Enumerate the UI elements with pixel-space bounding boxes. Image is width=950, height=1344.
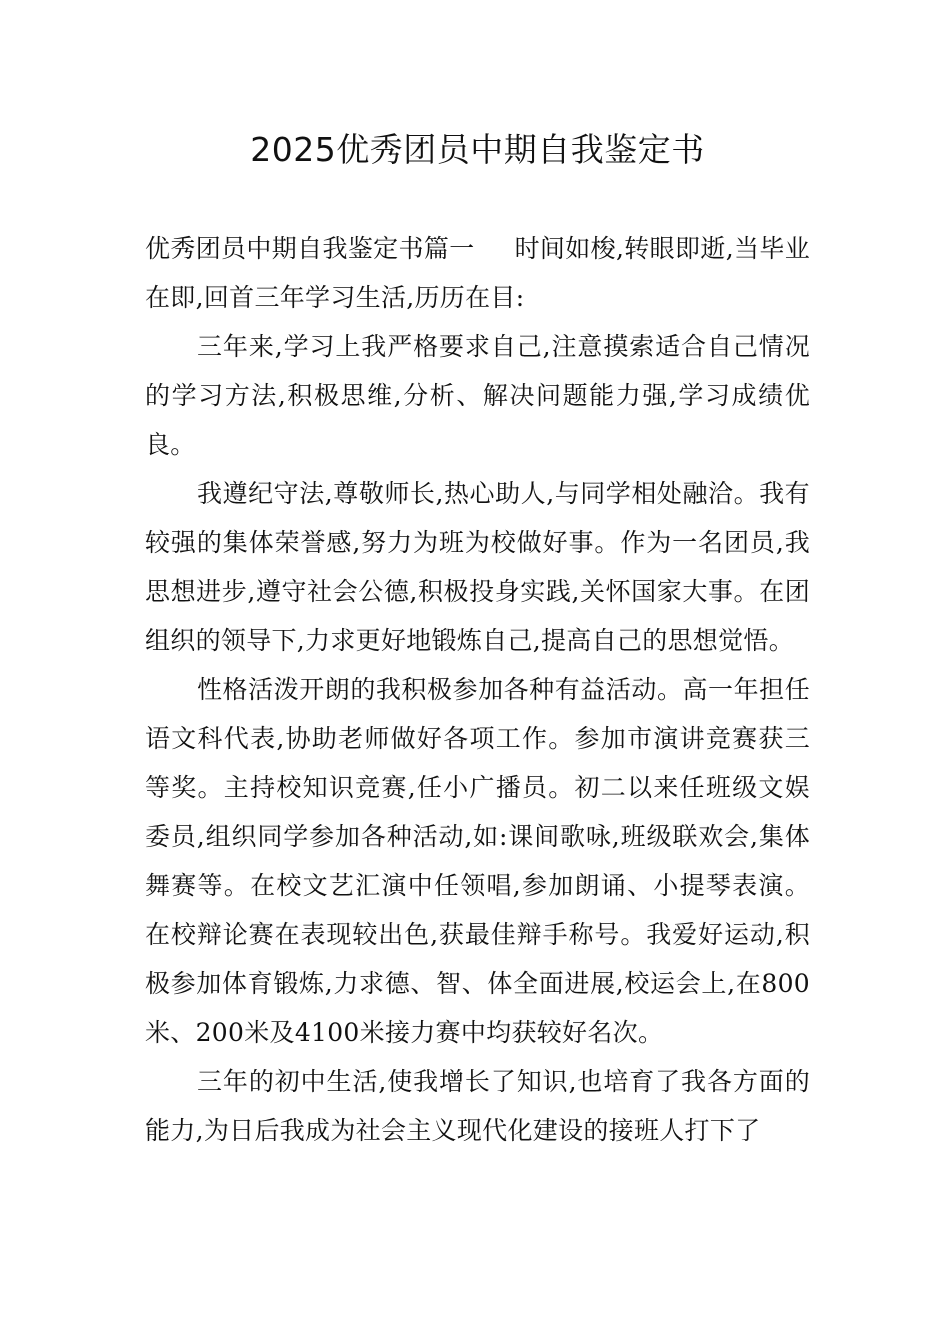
- paragraph: 我遵纪守法,尊敬师长,热心助人,与同学相处融洽。我有较强的集体荣誉感,努力为班为校做好事。作为一名团员,我思想进步,遵守社会公德,积极投身实践,关怀国家大事。在团组织的领导下,力求更好地锻炼自己,提高自己的思想觉悟。: [145, 479, 810, 655]
- intro-paragraph: [145, 224, 810, 322]
- section-heading: 优秀团员中期自我鉴定书篇一: [145, 234, 475, 263]
- intro-text: 时间如梭,转眼即逝,当毕业在即,回首三年学习生活,历历在目:: [145, 234, 810, 312]
- paragraph: 性格活泼开朗的我积极参加各种有益活动。高一年担任语文科代表,协助老师做好各项工作。参加市演讲竞赛获三等奖。主持校知识竞赛,任小广播员。初二以来任班级文娱委员,组织同学参加各种活动,如:课间歌咏,班级联欢会,集体舞赛等。在校文艺汇演中任领唱,参加朗诵、小提琴表演。在校辩论赛在表现较出色,获最佳辩手称号。我爱好运动,积极参加体育锻炼,力求德、智、体全面进展,校运会上,在800米、200米及4100米接力赛中均获较好名次。: [145, 675, 810, 1047]
- document-title: 2025优秀团员中期自我鉴定书: [250, 130, 705, 169]
- paragraph: 三年来,学习上我严格要求自己,注意摸索适合自己情况的学习方法,积极思维,分析、解决问题能力强,学习成绩优良。: [145, 332, 810, 459]
- document-body: [145, 224, 810, 1155]
- paragraph: 三年的初中生活,使我增长了知识,也培育了我各方面的能力,为日后我成为社会主义现代化建设的接班人打下了: [145, 1067, 810, 1145]
